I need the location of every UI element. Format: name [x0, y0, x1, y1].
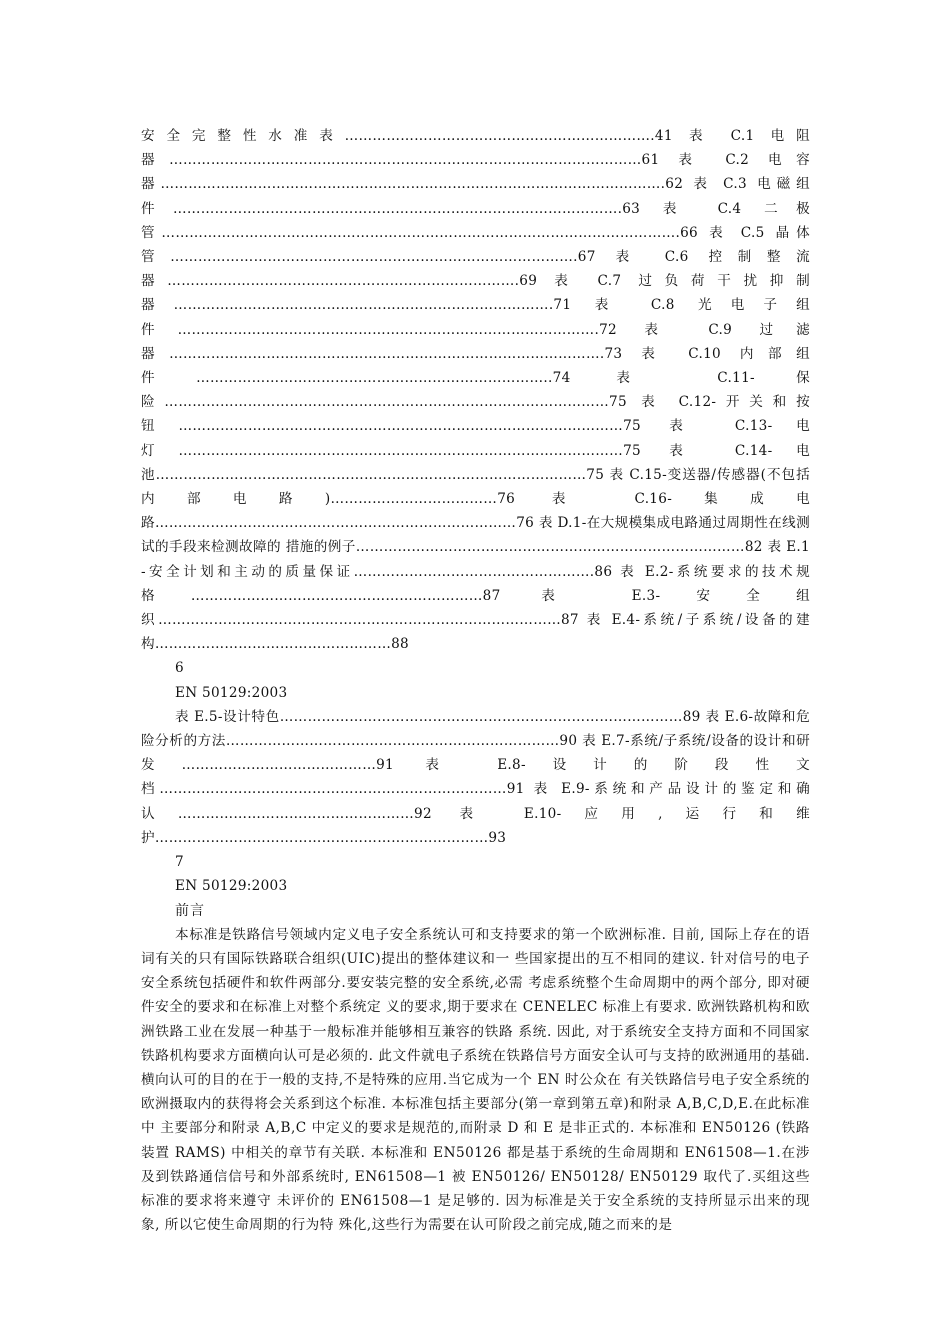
- toc-entry: 表 E.3-安全组织……………………………………………………………………………87: [141, 587, 811, 629]
- toc-entry: 安全完整性水准表………………………………………………………….41: [141, 128, 673, 144]
- toc-entry: 表 C.14-电池…………………………………………………………………………………75: [141, 442, 810, 483]
- toc-entry: 表 C.16-集成电路……………………………………………………………………76: [141, 491, 811, 532]
- toc-entry: 表 E.5-设计特色……………………………………………………………………………89: [175, 708, 701, 725]
- toc-entry: 表 E.7-系统/子系统/设备的设计和研发……………………………………91: [141, 733, 811, 774]
- toc-entry: 表 D.1-在大规模集成电路通过周期性在线测试的手段来检测故障的 措施的例子…………………………………………………………………………82: [141, 515, 811, 556]
- toc-entry: 表 C.7 过负荷干扰抑制器……………………………………………………………………….71: [141, 273, 810, 314]
- toc-entry: 表 E.8-设计的阶段性文档…………………………………………………………………91: [141, 757, 810, 798]
- toc-entry: 表 E.1-安全计划和主动的质量保证…………………………………………….86: [141, 539, 810, 580]
- toc-entry: 表 C.2 电容器……………………………………………………………………………………………….62: [141, 152, 811, 193]
- standard-code: EN 50129:2003: [175, 878, 288, 895]
- standard-code: EN 50129:2003: [175, 684, 288, 701]
- page-number: 6: [175, 660, 184, 677]
- toc-entry: 表 C.5 晶体管…………………………………………………………………………….67: [141, 224, 810, 266]
- toc-entry: 表 C.12-开关和按钮……………………………………………………………………………………75: [141, 394, 810, 435]
- toc-entry: 表 E.2-系统要求的技术规格………………………………………………………87: [141, 563, 810, 604]
- toc-entry: 表 C.3 电磁组件…………………………………………………………………………………….63: [141, 176, 810, 217]
- toc-list-part-1: [141, 124, 810, 656]
- toc-entry: 表 E.6-故障和危险分析的方法………………………………………………………………90: [141, 708, 811, 750]
- toc-entry: 表 C.4 二极管………………………………………………………………………………………………….66: [141, 200, 810, 241]
- toc-entry: 表 C.6 控制整流器………………………………………………………………….69: [141, 249, 810, 290]
- toc-entry: 表 C.15-变送器/传感器(不包括内部电路)………………………………76: [141, 466, 811, 508]
- toc-entry: 表 C.8 光电子组件……………………………………………………………………………….72: [141, 297, 811, 338]
- toc-entry: 表 C.10 内部组件…………………………………………………………………..74: [141, 345, 810, 387]
- page-number: 7: [175, 854, 184, 871]
- toc-entry: 表 E.10-应用,运行和维护………………………………………………………………93: [141, 805, 810, 846]
- toc-entry: 表 C.1 电阻器…………………………………………………………………………………………61: [141, 128, 810, 169]
- toc-entry: 表 E.9-系统和产品设计的鉴定和确认……………………………………………92: [141, 781, 810, 822]
- toc-entry: 表 C.9 过滤器………………………………………………………………………………….73: [141, 321, 810, 362]
- preface-title: 前言: [175, 902, 205, 919]
- toc-entry: 表 C.13-电灯……………………………………………………………………………………75: [141, 418, 810, 459]
- toc-entry: 表 C.11-保险……………………………………………………………………………………75: [141, 370, 810, 411]
- toc-entry: 表 E.4-系统/子系统/设备的建构……………………………………………88: [141, 612, 810, 653]
- toc-list-part-2: [141, 705, 810, 850]
- preface-body: 本标准是铁路信号领域内定义电子安全系统认可和支持要求的第一个欧洲标准. 目前, 国际上存在的语词有关的只有国际铁路联合组织(UIC)提出的整体建议和一 些国家提出的互不相同的建议. 针对信号的电子安全系统包括硬件和软件两部分.要安装完整的安全系统,必需 考虑系统整个生命周期中的两个部分, 即对硬件安全的要求和在标准上对整个系统定 义的要求,期于要求在 CENELEC 标准上有要求. 欧洲铁路机构和欧洲铁路工业在发展一种基于一般标准并能够相互兼容的铁路 系统. 因此, 对于系统安全支持方面和不同国家铁路机构要求方面横向认可是必须的. 此文件就电子系统在铁路信号方面安全认可与支持的欧洲通用的基础. 横向认可的目的在于一般的支持,不是特殊的应用.当它成为一个 EN 时公众在 有关铁路信号电子安全系统的欧洲摄取内的获得将会关系到这个标准. 本标准包括主要部分(第一章到第五章)和附录 A,B,C,D,E.在此标准中 主要部分和附录 A,B,C 中定义的要求是规范的,而附录 D 和 E 是非正式的. 本标准和 EN50126 (铁路装置 RAMS) 中相关的章节有关联. 本标准和 EN50126 都是基于系统的生命周期和 EN61508—1.在涉及到铁路通信信号和外部系统时, EN61508—1 被 EN50126/ EN50128/ EN50129 取代了.买组这些标准的要求将来遵守 未评价的 EN61508—1 是足够的. 因为标准是关于安全系统的支持所显示出来的现象, 所以它使生命周期的行为特 殊化,这些行为需要在认可阶段之前完成,随之而来的是: [141, 926, 810, 1234]
